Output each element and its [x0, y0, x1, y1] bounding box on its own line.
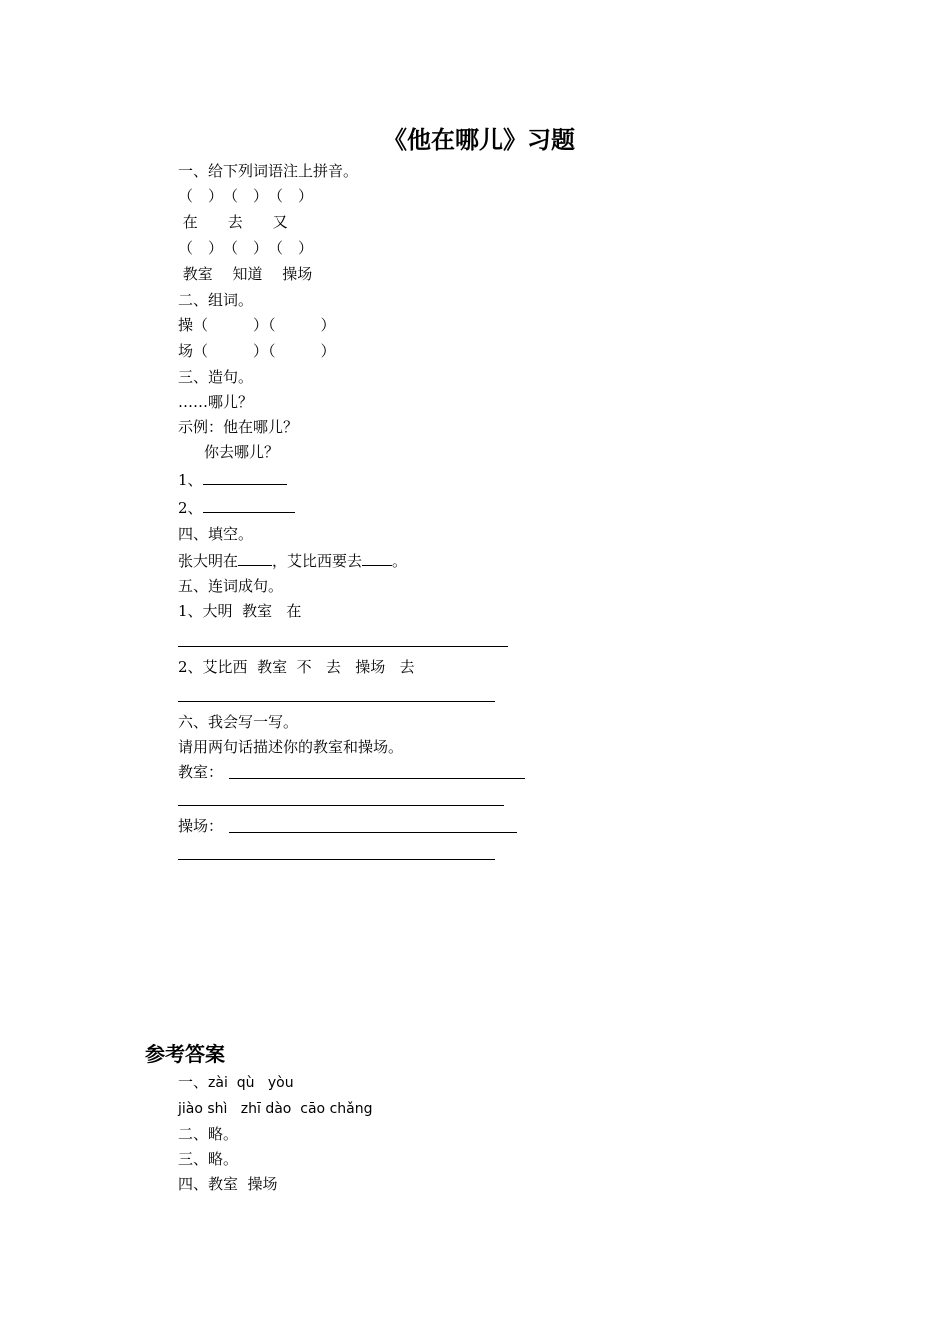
- answer-line: [178, 646, 508, 647]
- section1-paren-row2: （ ） （ ） （ ）: [178, 239, 314, 257]
- page-title: 《他在哪儿》习题: [383, 126, 575, 154]
- playground-label: 操场：: [178, 817, 224, 835]
- item1-label: 1、: [178, 471, 203, 489]
- answer1-line1: [178, 1072, 294, 1093]
- answer-line: [178, 805, 504, 806]
- classroom-label: 教室：: [178, 763, 224, 781]
- answer-blank: [203, 469, 287, 485]
- fill-blank: [238, 550, 272, 566]
- section3-pattern: ……哪儿？: [178, 393, 254, 411]
- section5-heading: 五、连词成句。: [178, 577, 284, 595]
- section2-heading: 二、组词。: [178, 291, 254, 309]
- section3-example1: 示例：他在哪儿？: [178, 418, 299, 436]
- answer-blank: [203, 497, 295, 513]
- section4-fill-line: [178, 550, 407, 571]
- answer-line: [178, 701, 495, 702]
- section5-item1: 1、大明 教室 在: [178, 602, 302, 620]
- answer2: 二、略。: [178, 1125, 239, 1143]
- answer-line: [178, 859, 495, 860]
- fill-blank: [362, 550, 392, 566]
- answer-line: [229, 778, 525, 779]
- section5-item2: 2、艾比西 教室 不 去 操场 去: [178, 658, 415, 676]
- section1-paren-row1: （ ） （ ） （ ）: [178, 187, 314, 205]
- section3-heading: 三、造句。: [178, 368, 254, 386]
- section2-line1: 操（ ）（ ）: [178, 316, 336, 334]
- section2-line2: 场（ ）（ ）: [178, 342, 336, 360]
- answer4: 四、教室 操场: [178, 1175, 278, 1193]
- answer1-prefix: 一、: [178, 1073, 209, 1091]
- answer1-line2: jiào shì zhī dào cāo chǎng: [178, 1101, 373, 1117]
- section1-heading: 一、给下列词语注上拼音。: [178, 162, 359, 180]
- fill-text-3: 。: [392, 552, 408, 570]
- section6-prompt: 请用两句话描述你的教室和操场。: [178, 738, 404, 756]
- fill-text-1: 张大明在: [178, 552, 239, 570]
- section1-words-row1: 在 去 又: [178, 213, 288, 231]
- section4-heading: 四、填空。: [178, 525, 254, 543]
- section3-example2: 你去哪儿？: [204, 443, 280, 461]
- item2-label: 2、: [178, 499, 203, 517]
- answer1-pinyin: zài qù yòu: [208, 1075, 294, 1091]
- section3-item2: [178, 497, 295, 518]
- fill-text-2: ，艾比西要去: [272, 552, 363, 570]
- answer3: 三、略。: [178, 1150, 239, 1168]
- section1-words-row2: 教室 知道 操场: [178, 265, 313, 283]
- answer-line: [229, 832, 517, 833]
- section6-heading: 六、我会写一写。: [178, 713, 299, 731]
- answers-title: 参考答案: [145, 1042, 225, 1066]
- section3-item1: [178, 469, 287, 490]
